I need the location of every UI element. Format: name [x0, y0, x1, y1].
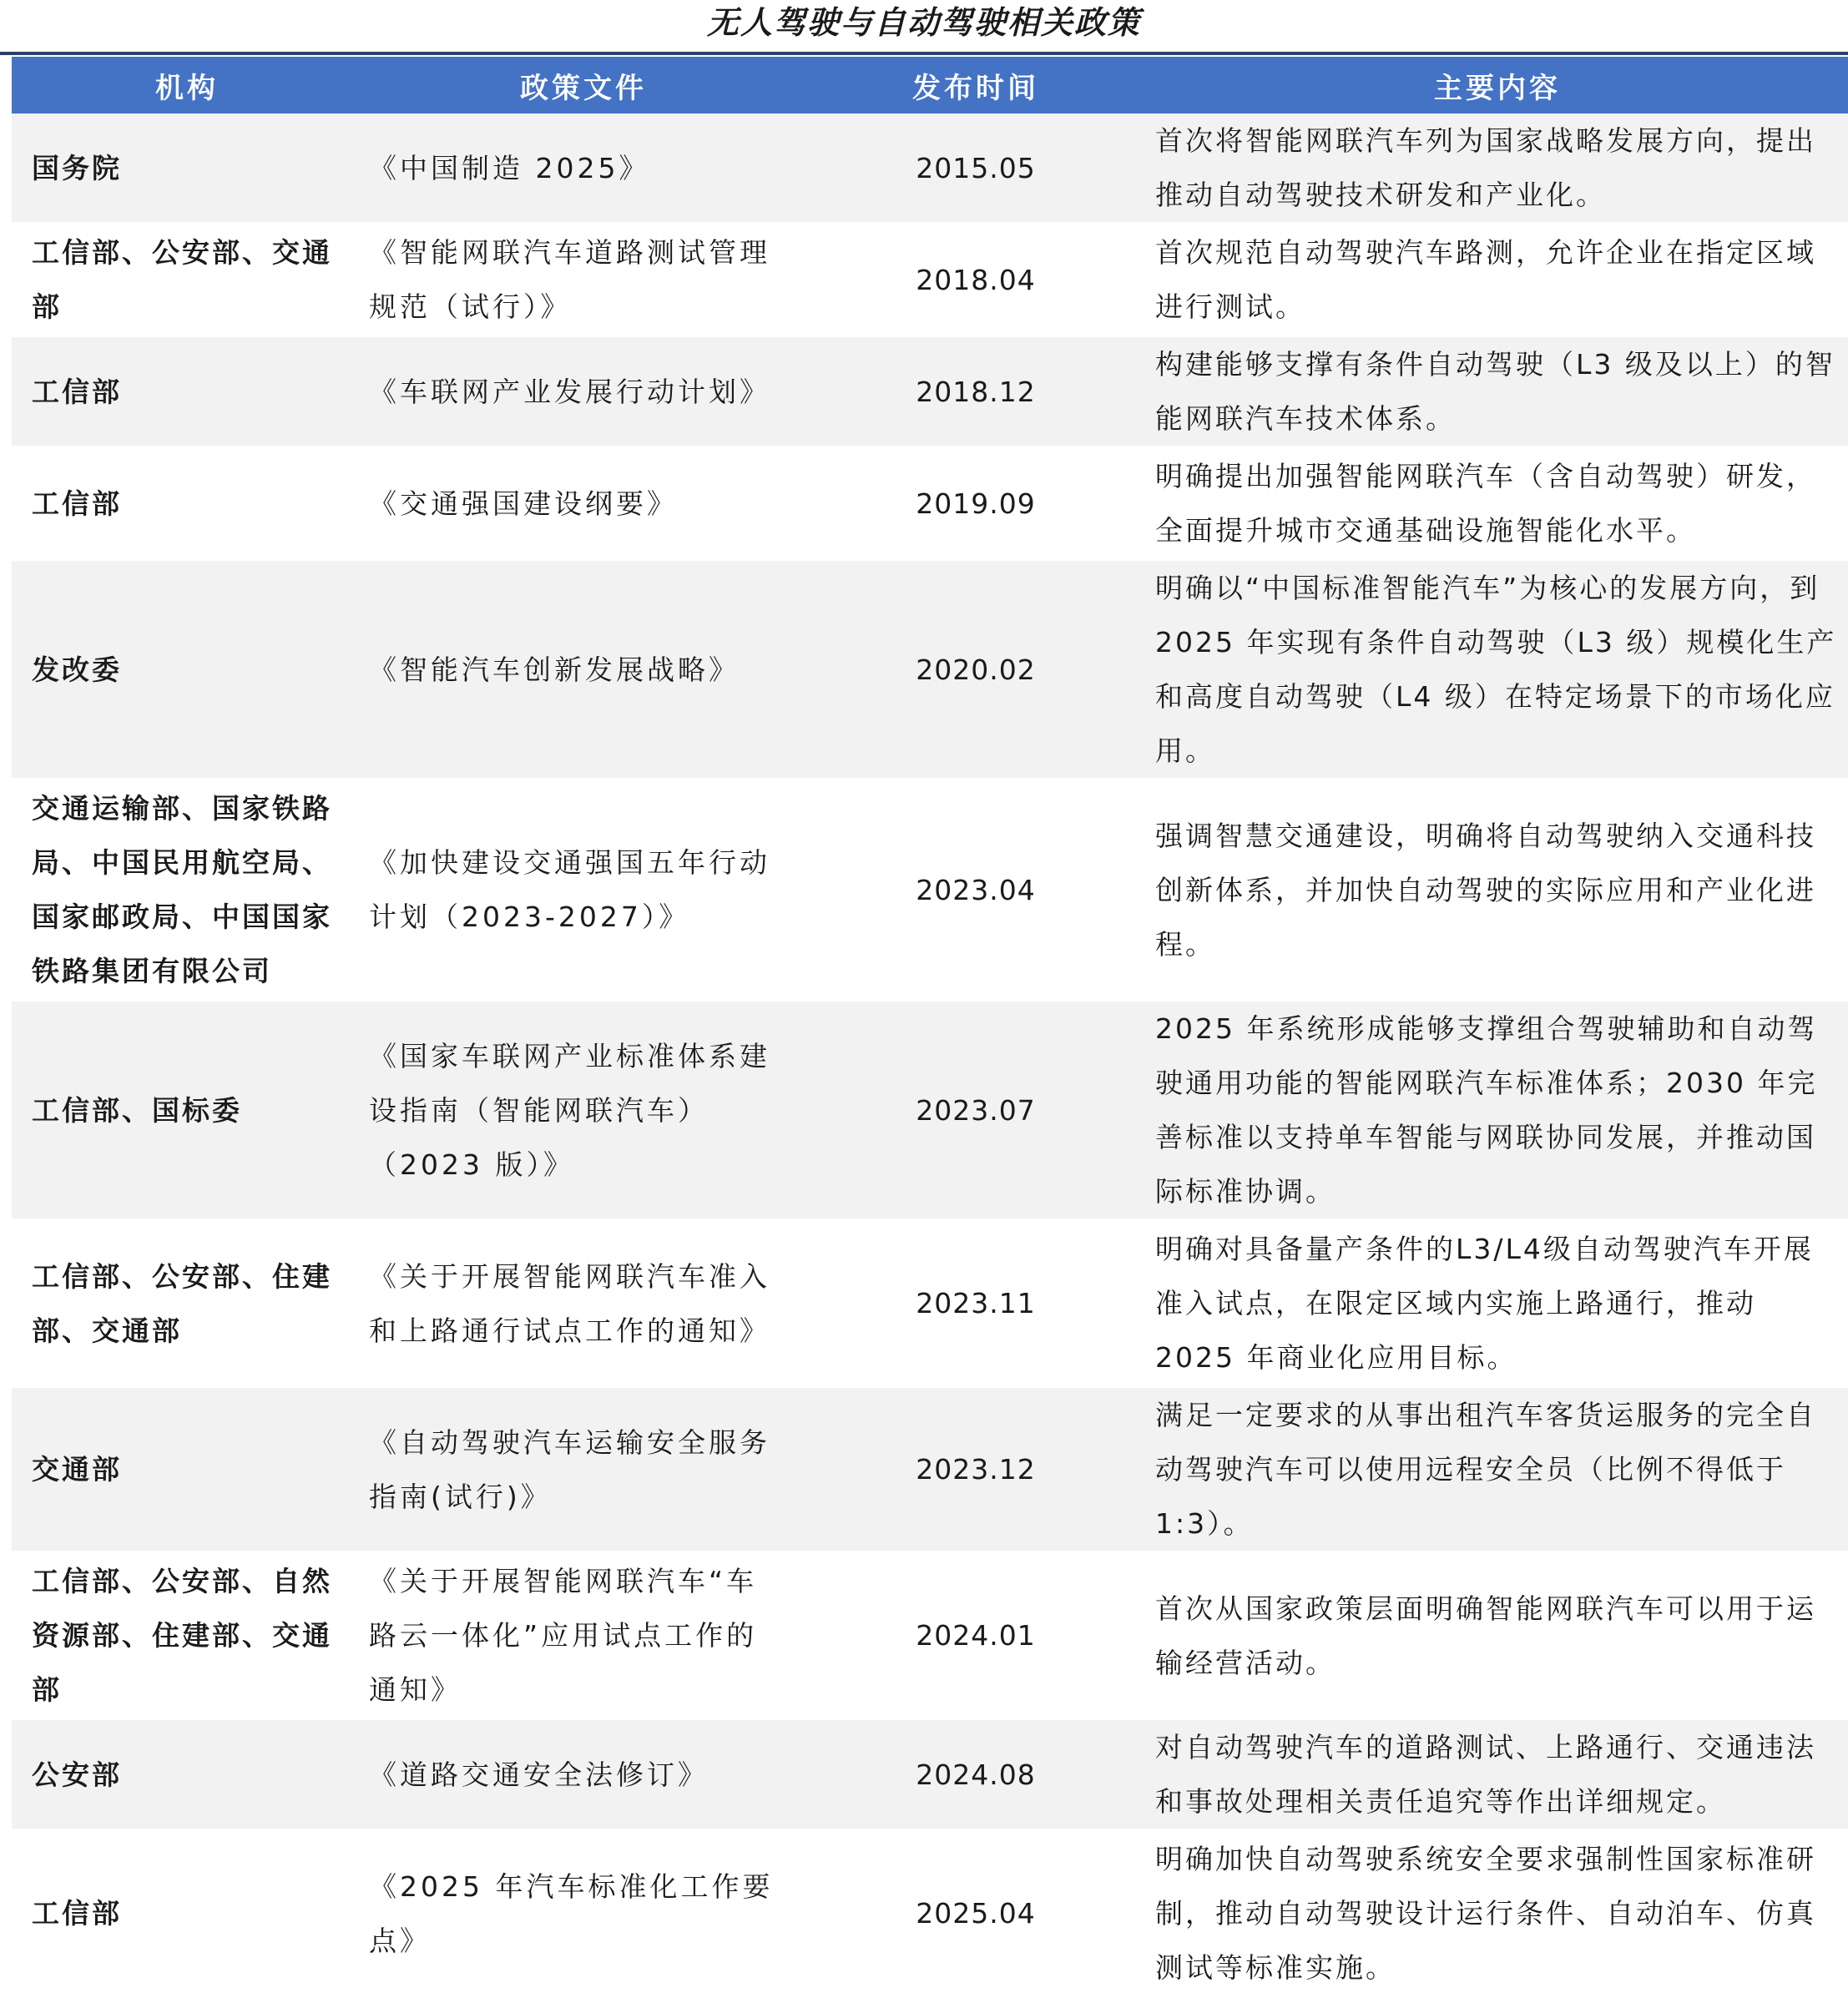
- table-row: [12, 114, 1848, 224]
- table-row: [12, 224, 1848, 336]
- cell-org: 工信部、公安部、住建部、交通部: [12, 1220, 362, 1386]
- cell-date: 2018.04: [805, 224, 1147, 336]
- cell-date: 2020.02: [805, 559, 1147, 780]
- cell-content: 首次将智能网联汽车列为国家战略发展方向，提出推动自动驾驶技术研发和产业化。: [1147, 114, 1848, 224]
- table-row: [12, 1000, 1848, 1220]
- cell-org: 交通部: [12, 1386, 362, 1552]
- page-title: 无人驾驶与自动驾驶相关政策: [706, 4, 1141, 41]
- header-doc: 政策文件: [362, 57, 805, 114]
- cell-org: 交通运输部、国家铁路局、中国民用航空局、国家邮政局、中国国家铁路集团有限公司: [12, 780, 362, 1000]
- cell-content: 强调智慧交通建设，明确将自动驾驶纳入交通科技创新体系，并加快自动驾驶的实际应用和产业化进程。: [1147, 780, 1848, 1000]
- cell-date: 2023.11: [805, 1220, 1147, 1386]
- table-row: [12, 1718, 1848, 1830]
- cell-content: 明确加快自动驾驶系统安全要求强制性国家标准研制，推动自动驾驶设计运行条件、自动泊车、仿真测试等标准实施。: [1147, 1830, 1848, 1996]
- header-date: 发布时间: [805, 57, 1147, 114]
- cell-date: 2023.04: [805, 780, 1147, 1000]
- cell-doc: 《加快建设交通强国五年行动计划（2023-2027）》: [362, 780, 805, 1000]
- table-row: [12, 1552, 1848, 1718]
- cell-org: 工信部: [12, 1830, 362, 1996]
- cell-org: 工信部: [12, 447, 362, 559]
- cell-date: 2024.08: [805, 1718, 1147, 1830]
- cell-org: 工信部: [12, 336, 362, 447]
- cell-doc: 《道路交通安全法修订》: [362, 1718, 805, 1830]
- cell-content: 明确提出加强智能网联汽车（含自动驾驶）研发，全面提升城市交通基础设施智能化水平。: [1147, 447, 1848, 559]
- cell-date: 2025.04: [805, 1830, 1147, 1996]
- cell-content: 对自动驾驶汽车的道路测试、上路通行、交通违法和事故处理相关责任追究等作出详细规定。: [1147, 1718, 1848, 1830]
- table-row: [12, 1830, 1848, 1996]
- cell-content: 满足一定要求的从事出租汽车客货运服务的完全自动驾驶汽车可以使用远程安全员（比例不得低于 1:3）。: [1147, 1386, 1848, 1552]
- cell-date: 2018.12: [805, 336, 1147, 447]
- cell-content: 明确以“中国标准智能汽车”为核心的发展方向，到 2025 年实现有条件自动驾驶（L3 级）规模化生产和高度自动驾驶（L4 级）在特定场景下的市场化应用。: [1147, 559, 1848, 780]
- cell-date: 2023.12: [805, 1386, 1147, 1552]
- table-row: [12, 559, 1848, 780]
- cell-org: 工信部、国标委: [12, 1000, 362, 1220]
- cell-org: 工信部、公安部、交通部: [12, 224, 362, 336]
- cell-doc: 《智能网联汽车道路测试管理规范（试行）》: [362, 224, 805, 336]
- cell-doc: 《2025 年汽车标准化工作要点》: [362, 1830, 805, 1996]
- title-underline: [0, 52, 1848, 55]
- cell-content: 构建能够支撑有条件自动驾驶（L3 级及以上）的智能网联汽车技术体系。: [1147, 336, 1848, 447]
- cell-date: 2015.05: [805, 114, 1147, 224]
- cell-content: 2025 年系统形成能够支撑组合驾驶辅助和自动驾驶通用功能的智能网联汽车标准体系；2030 年完善标准以支持单车智能与网联协同发展，并推动国际标准协调。: [1147, 1000, 1848, 1220]
- table-row: [12, 1220, 1848, 1386]
- cell-content: 首次规范自动驾驶汽车路测，允许企业在指定区域进行测试。: [1147, 224, 1848, 336]
- cell-org: 国务院: [12, 114, 362, 224]
- cell-doc: 《车联网产业发展行动计划》: [362, 336, 805, 447]
- cell-doc: 《关于开展智能网联汽车准入和上路通行试点工作的通知》: [362, 1220, 805, 1386]
- cell-doc: 《交通强国建设纲要》: [362, 447, 805, 559]
- cell-doc: 《中国制造 2025》: [362, 114, 805, 224]
- table-row: [12, 447, 1848, 559]
- table-row: [12, 336, 1848, 447]
- cell-date: 2019.09: [805, 447, 1147, 559]
- cell-content: 明确对具备量产条件的L3/L4级自动驾驶汽车开展准入试点，在限定区域内实施上路通行，推动 2025 年商业化应用目标。: [1147, 1220, 1848, 1386]
- cell-doc: 《国家车联网产业标准体系建设指南（智能网联汽车）（2023 版）》: [362, 1000, 805, 1220]
- cell-doc: 《智能汽车创新发展战略》: [362, 559, 805, 780]
- cell-content: 首次从国家政策层面明确智能网联汽车可以用于运输经营活动。: [1147, 1552, 1848, 1718]
- header-content: 主要内容: [1147, 57, 1848, 114]
- cell-doc: 《关于开展智能网联汽车“车路云一体化”应用试点工作的通知》: [362, 1552, 805, 1718]
- policy-table: [12, 57, 1848, 1998]
- cell-date: 2023.07: [805, 1000, 1147, 1220]
- table-row: [12, 1386, 1848, 1552]
- cell-org: 工信部、公安部、自然资源部、住建部、交通部: [12, 1552, 362, 1718]
- header-row: [12, 57, 1848, 114]
- cell-date: 2024.01: [805, 1552, 1147, 1718]
- header-org: 机构: [12, 57, 362, 114]
- table-row: [12, 780, 1848, 1000]
- cell-doc: 《自动驾驶汽车运输安全服务指南(试行)》: [362, 1386, 805, 1552]
- cell-org: 发改委: [12, 559, 362, 780]
- cell-org: 公安部: [12, 1718, 362, 1830]
